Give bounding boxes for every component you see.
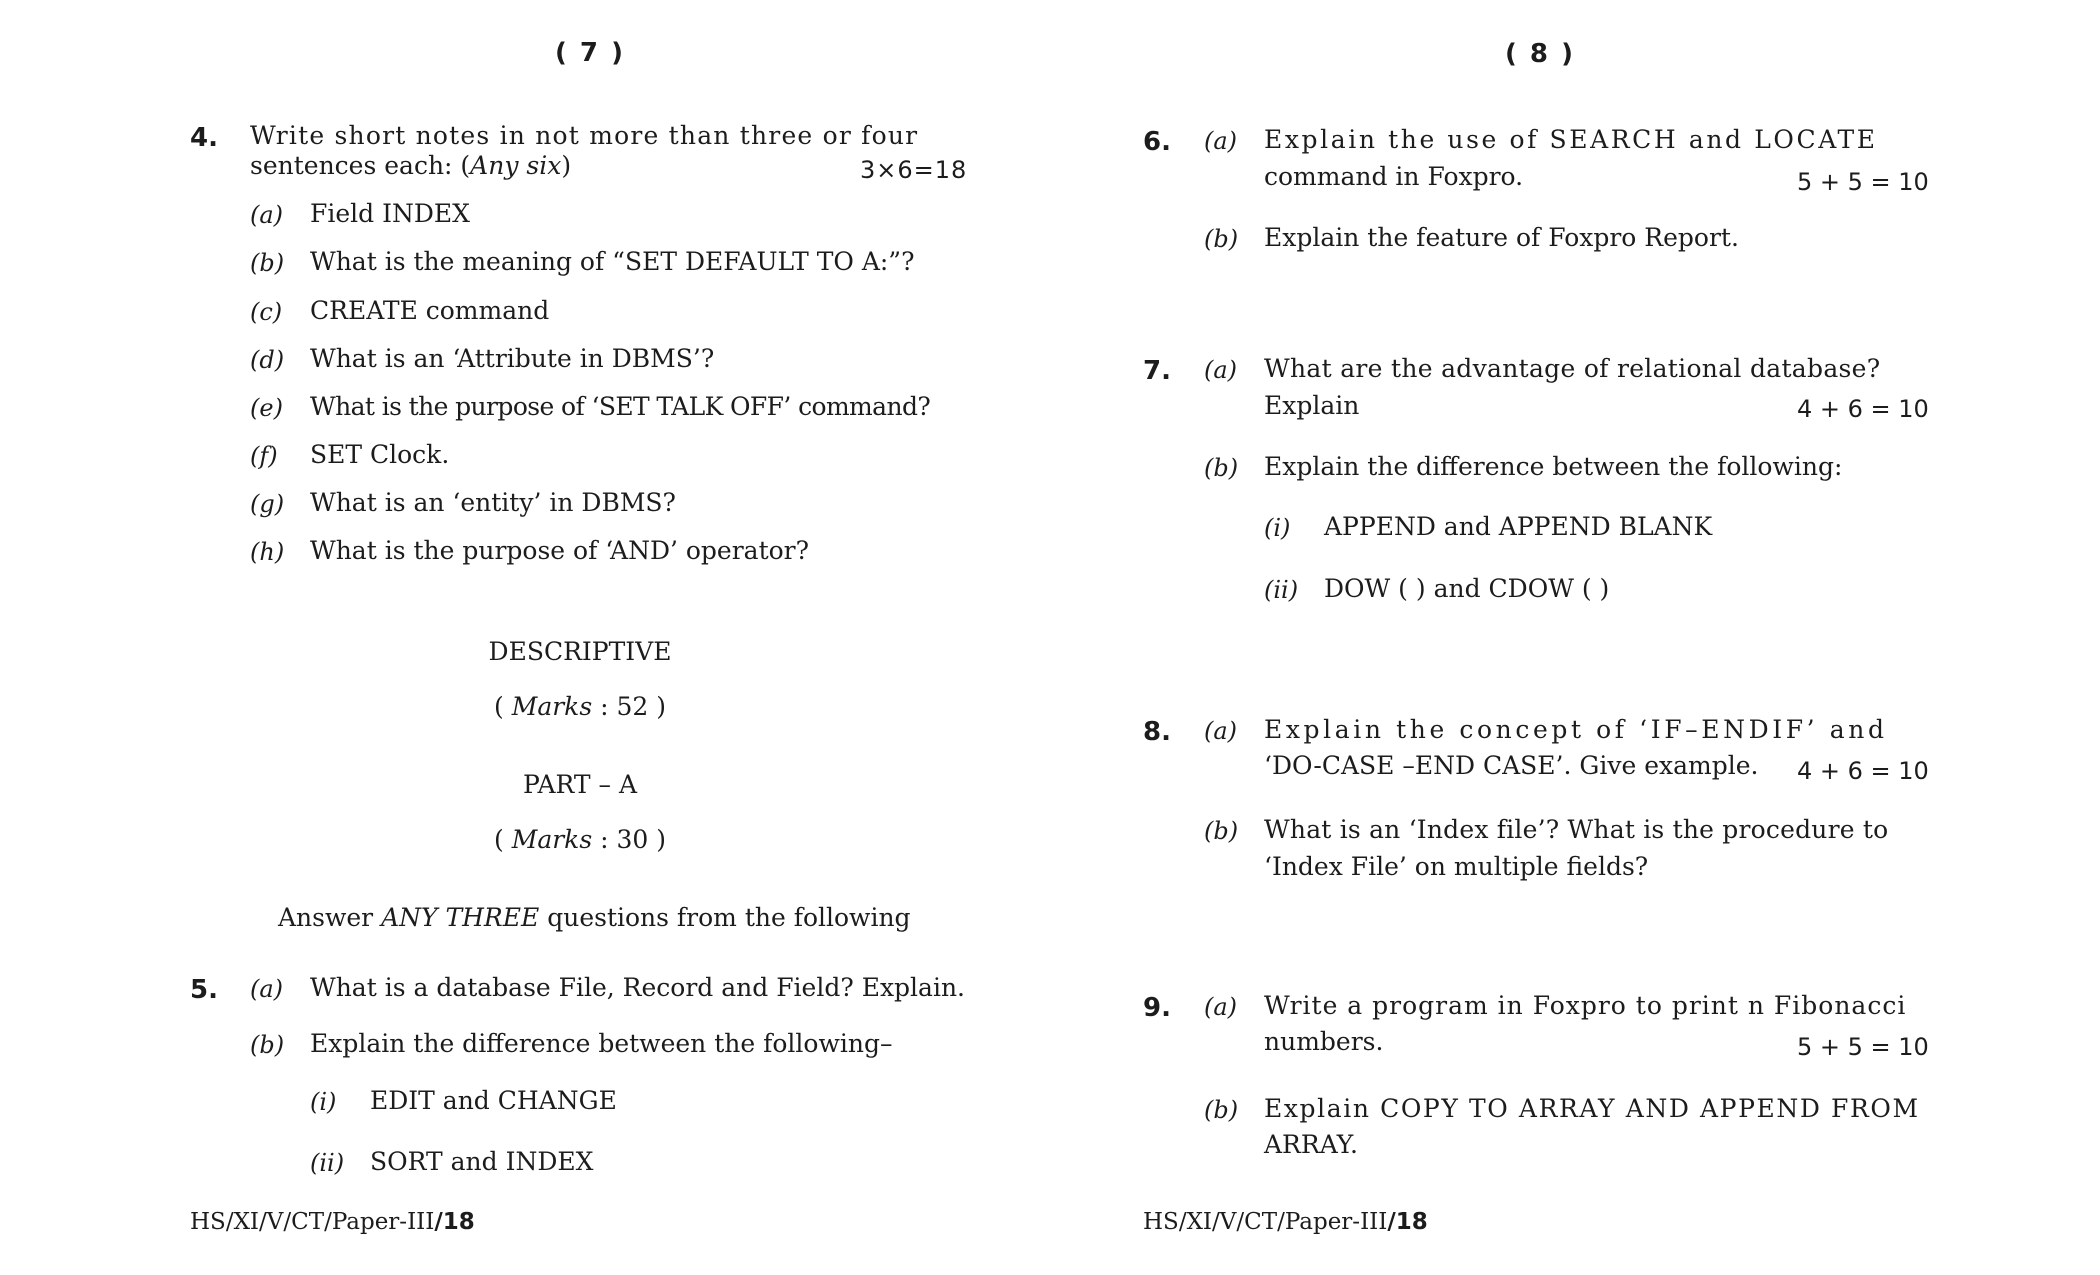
q4-item-text: What is the purpose of ‘AND’ operator?	[310, 536, 810, 565]
right-page-number: ( 8 )	[1505, 39, 1575, 69]
part-marks	[380, 825, 780, 854]
question-8b-line-1: What is an ‘Index file’? What is the procedure to	[1264, 815, 1889, 844]
question-9a-line-2: numbers.	[1264, 1027, 1384, 1056]
section-marks	[380, 692, 780, 721]
question-8a-line-1: Explain the concept of ‘IF–ENDIF’ and	[1264, 715, 1888, 744]
question-6a-line-1: Explain the use of SEARCH and LOCATE	[1264, 125, 1878, 154]
question-9b-line-1: Explain COPY TO ARRAY AND APPEND FROM	[1264, 1094, 1920, 1123]
part-title: PART – A	[522, 770, 638, 799]
question-8b-label: (b)	[1204, 817, 1239, 845]
question-8b-line-2: ‘Index File’ on multiple fields?	[1264, 852, 1649, 881]
question-9-marks: 5 + 5 = 10	[1797, 1033, 1929, 1061]
question-5b-label: (b)	[250, 1031, 285, 1059]
q5-sub-label: (ii)	[310, 1149, 345, 1177]
section-marks-value: : 52 )	[592, 692, 666, 721]
part-marks-word: Marks	[511, 825, 593, 854]
question-7a-label: (a)	[1204, 356, 1238, 384]
q4-item-text: What is an ‘entity’ in DBMS?	[310, 488, 676, 517]
question-9b-line-2: ARRAY.	[1264, 1130, 1358, 1159]
instruction-any-three: ANY THREE	[381, 903, 540, 932]
question-4-any-six: Any six	[470, 151, 562, 180]
question-5b-text: Explain the difference between the following–	[310, 1029, 893, 1058]
q4-item-text: Field INDEX	[310, 199, 470, 228]
q4-item-label: (c)	[250, 298, 283, 326]
question-9b-label: (b)	[1204, 1096, 1239, 1124]
section-marks-word: Marks	[511, 692, 593, 721]
question-9a-line-1: Write a program in Foxpro to print n Fibonacci	[1264, 991, 1907, 1020]
q4-item-label: (h)	[250, 538, 285, 566]
q4-item-label: (d)	[250, 346, 285, 374]
question-6-number: 6.	[1143, 127, 1171, 157]
question-6-marks: 5 + 5 = 10	[1797, 168, 1929, 196]
question-7a-line-2: Explain	[1264, 391, 1360, 420]
question-5a-label: (a)	[250, 975, 284, 1003]
q4-item-text: CREATE command	[310, 296, 550, 325]
question-4-line-1: Write short notes in not more than three or four	[250, 121, 919, 150]
q4-item-label: (f)	[250, 442, 278, 470]
q4-item-text: SET Clock.	[310, 440, 450, 469]
q4-item-text: What is the meaning of “SET DEFAULT TO A:”?	[310, 247, 915, 276]
question-6b-text: Explain the feature of Foxpro Report.	[1264, 223, 1739, 252]
question-6b-label: (b)	[1204, 225, 1239, 253]
question-7-number: 7.	[1143, 356, 1171, 386]
question-6a-label: (a)	[1204, 127, 1238, 155]
question-7-marks: 4 + 6 = 10	[1797, 395, 1929, 423]
question-4-line-2	[250, 151, 571, 180]
q4-item-text: What is the purpose of ‘SET TALK OFF’ command?	[310, 392, 931, 421]
question-9-number: 9.	[1143, 993, 1171, 1023]
question-8-number: 8.	[1143, 717, 1171, 747]
question-5a-text: What is a database File, Record and Field? Explain.	[310, 973, 965, 1002]
question-7b-label: (b)	[1204, 454, 1239, 482]
right-footer-code: HS/XI/V/CT/Paper-III	[1143, 1209, 1388, 1235]
q4-item-label: (b)	[250, 249, 285, 277]
question-7a-line-1: What are the advantage of relational database?	[1264, 354, 1881, 383]
question-6a-line-2: command in Foxpro.	[1264, 162, 1524, 191]
q5-sub-text: SORT and INDEX	[370, 1147, 594, 1176]
q7-sub-text: APPEND and APPEND BLANK	[1324, 512, 1713, 541]
question-8a-line-2: ‘DO-CASE –END CASE’. Give example.	[1264, 751, 1759, 780]
left-footer-code: HS/XI/V/CT/Paper-III	[190, 1209, 435, 1235]
q4-item-label: (e)	[250, 394, 283, 422]
q4-item-label: (a)	[250, 201, 284, 229]
question-4-marks: 3×6=18	[860, 156, 968, 184]
section-instruction	[278, 903, 911, 932]
right-footer	[1143, 1209, 1428, 1235]
part-marks-value: : 30 )	[592, 825, 666, 854]
part-marks-open: (	[494, 825, 512, 854]
q5-sub-text: EDIT and CHANGE	[370, 1086, 617, 1115]
right-footer-page-count: /18	[1387, 1209, 1428, 1235]
question-4-line-2-text: sentences each: (	[250, 151, 471, 180]
question-5-number: 5.	[190, 975, 218, 1005]
question-8a-label: (a)	[1204, 717, 1238, 745]
question-9a-label: (a)	[1204, 993, 1238, 1021]
question-8-marks: 4 + 6 = 10	[1797, 757, 1929, 785]
question-4-line-2-close: )	[561, 151, 572, 180]
section-title: DESCRIPTIVE	[488, 637, 672, 666]
instruction-after: questions from the following	[539, 903, 911, 932]
q7-sub-text: DOW ( ) and CDOW ( )	[1324, 574, 1610, 603]
instruction-before: Answer	[278, 903, 382, 932]
q7-sub-label: (ii)	[1264, 576, 1299, 604]
q5-sub-label: (i)	[310, 1088, 337, 1116]
section-marks-open: (	[494, 692, 512, 721]
q4-item-label: (g)	[250, 490, 285, 518]
question-4-number: 4.	[190, 123, 218, 153]
left-footer	[190, 1209, 475, 1235]
left-footer-page-count: /18	[434, 1209, 475, 1235]
left-page-number: ( 7 )	[555, 38, 625, 68]
q7-sub-label: (i)	[1264, 514, 1291, 542]
q4-item-text: What is an ‘Attribute in DBMS’?	[310, 344, 715, 373]
question-7b-text: Explain the difference between the following:	[1264, 452, 1843, 481]
